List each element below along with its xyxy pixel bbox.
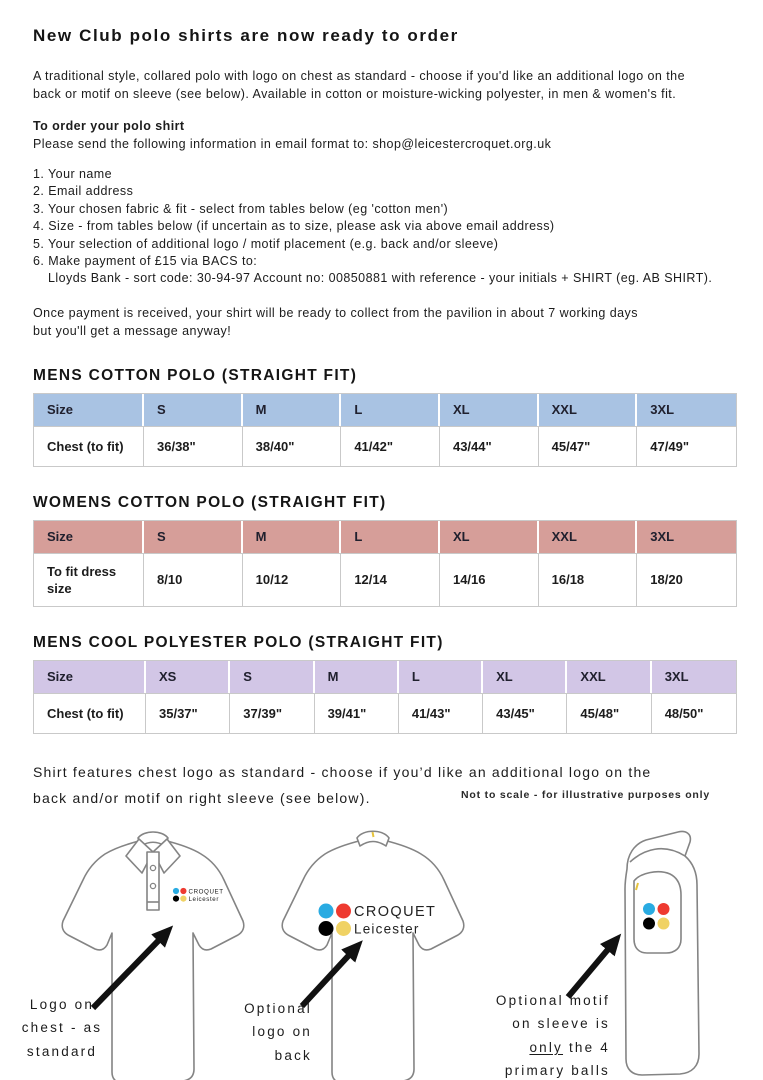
size-value: 45/47" bbox=[539, 426, 638, 466]
label-line: logo on bbox=[252, 1024, 312, 1040]
svg-text:Leicester: Leicester bbox=[188, 896, 220, 904]
label-line: Optional bbox=[244, 1000, 312, 1016]
column-header: S bbox=[144, 394, 243, 426]
polyester-table-title: MENS COOL POLYESTER POLO (STRAIGHT FIT) bbox=[33, 633, 444, 651]
size-value: 48/50" bbox=[652, 693, 736, 733]
column-header: XL bbox=[483, 661, 567, 693]
size-value: 14/16 bbox=[440, 553, 539, 606]
underlined-word: only bbox=[529, 1039, 564, 1055]
list-item: 6. Make payment of £15 via BACS to: bbox=[33, 254, 258, 269]
column-header: XL bbox=[440, 521, 539, 553]
features-line: back and/or motif on right sleeve (see below). bbox=[33, 789, 371, 806]
size-value: 35/37" bbox=[146, 693, 230, 733]
order-email-line: Please send the following information in email format to: shop@leicestercroquet.org.uk bbox=[33, 137, 552, 151]
sleeve-panel bbox=[634, 872, 681, 953]
size-value: 8/10 bbox=[144, 553, 243, 606]
svg-text:Leicester: Leicester bbox=[354, 921, 420, 937]
order-instructions-heading: To order your polo shirt bbox=[33, 119, 185, 133]
label-line: on sleeve is bbox=[512, 1016, 610, 1032]
column-header: Size bbox=[34, 521, 144, 553]
row-label: Chest (to fit) bbox=[34, 426, 144, 466]
column-header: L bbox=[399, 661, 483, 693]
size-value: 47/49" bbox=[637, 426, 736, 466]
mens-cotton-table-title: MENS COTTON POLO (STRAIGHT FIT) bbox=[33, 366, 358, 384]
label-line: back bbox=[274, 1047, 312, 1063]
column-header: L bbox=[341, 394, 440, 426]
list-item: 5. Your selection of additional logo / motif placement (e.g. back and/or sleeve) bbox=[33, 236, 499, 251]
row-label: To fit dress size bbox=[34, 553, 144, 606]
column-header: XXL bbox=[567, 661, 651, 693]
size-value: 36/38" bbox=[144, 426, 243, 466]
size-value: 16/18 bbox=[539, 553, 638, 606]
shirt-illustrations bbox=[0, 811, 763, 1080]
intro-line: A traditional style, collared polo with logo on chest as standard - choose if you'd like an additional logo on the bbox=[33, 69, 685, 83]
column-header: M bbox=[315, 661, 399, 693]
size-value: 12/14 bbox=[341, 553, 440, 606]
column-header: 3XL bbox=[652, 661, 736, 693]
label-line: Logo on bbox=[29, 996, 95, 1012]
ordering-steps-list bbox=[33, 166, 737, 288]
column-header: Size bbox=[34, 394, 144, 426]
womens-cotton-size-table bbox=[33, 520, 737, 607]
svg-text:CROQUET: CROQUET bbox=[354, 903, 437, 920]
size-value: 38/40" bbox=[243, 426, 342, 466]
button bbox=[150, 865, 155, 870]
column-header: S bbox=[230, 661, 314, 693]
size-value: 43/44" bbox=[440, 426, 539, 466]
size-value: 45/48" bbox=[567, 693, 651, 733]
column-header: L bbox=[341, 521, 440, 553]
size-value: 41/42" bbox=[341, 426, 440, 466]
payment-note-line: Once payment is received, your shirt will be ready to collect from the pavilion in about 7 working days bbox=[33, 305, 638, 320]
size-value: 10/12 bbox=[243, 553, 342, 606]
column-header: Size bbox=[34, 661, 146, 693]
table-row bbox=[34, 426, 736, 466]
label-line-rest: the 4 bbox=[563, 1039, 610, 1055]
svg-text:CROQUET: CROQUET bbox=[188, 888, 224, 896]
list-item: 1. Your name bbox=[33, 167, 113, 181]
row-label: Chest (to fit) bbox=[34, 693, 146, 733]
mens-cotton-size-table bbox=[33, 393, 737, 467]
label-line bbox=[478, 1036, 610, 1060]
column-header: 3XL bbox=[637, 521, 736, 553]
neck-tick bbox=[373, 832, 374, 837]
label-line: standard bbox=[26, 1043, 98, 1059]
features-line: Shirt features chest logo as standard - choose if you’d like an additional logo on the bbox=[33, 763, 652, 780]
column-header: M bbox=[243, 521, 342, 553]
list-item: 3. Your chosen fabric & fit - select from tables below (eg 'cotton men') bbox=[33, 201, 449, 216]
button bbox=[150, 883, 155, 888]
womens-cotton-table-title: WOMENS COTTON POLO (STRAIGHT FIT) bbox=[33, 493, 387, 511]
features-paragraph bbox=[33, 759, 737, 811]
size-value: 18/20 bbox=[637, 553, 736, 606]
intro-paragraph bbox=[33, 67, 737, 103]
table-row bbox=[34, 553, 736, 606]
column-header: M bbox=[243, 394, 342, 426]
size-value: 41/43" bbox=[399, 693, 483, 733]
payment-note-line: but you'll get a message anyway! bbox=[33, 323, 232, 338]
payment-note bbox=[33, 304, 737, 340]
column-header: XXL bbox=[539, 521, 638, 553]
back-logo-label bbox=[222, 997, 312, 1068]
list-item: 4. Size - from tables below (if uncertain as to size, please ask via above email address) bbox=[33, 219, 555, 234]
column-header: XXL bbox=[539, 394, 638, 426]
size-value: 43/45" bbox=[483, 693, 567, 733]
not-to-scale-note: Not to scale - for illustrative purposes only bbox=[461, 788, 710, 801]
column-header: 3XL bbox=[637, 394, 736, 426]
label-line: chest - as bbox=[21, 1020, 103, 1036]
front-logo-label bbox=[14, 993, 110, 1064]
column-header: XL bbox=[440, 394, 539, 426]
column-header: S bbox=[144, 521, 243, 553]
bank-details-line: Lloyds Bank - sort code: 30-94-97 Account no: 00850881 with reference - your initials + SHIRT (eg. AB SHIRT). bbox=[48, 271, 713, 286]
column-header: XS bbox=[146, 661, 230, 693]
list-item: 2. Email address bbox=[33, 184, 134, 199]
label-line: Optional motif bbox=[495, 992, 610, 1008]
size-value: 37/39" bbox=[230, 693, 314, 733]
size-value: 39/41" bbox=[315, 693, 399, 733]
page-title: New Club polo shirts are now ready to order bbox=[33, 26, 459, 45]
polyester-size-table bbox=[33, 660, 737, 734]
table-row bbox=[34, 693, 736, 733]
sleeve-motif-label bbox=[478, 989, 610, 1080]
label-line: primary balls bbox=[504, 1063, 610, 1079]
intro-line: back or motif on sleeve (see below). Available in cotton or moisture-wicking polyester, in men & women's fit. bbox=[33, 87, 677, 101]
